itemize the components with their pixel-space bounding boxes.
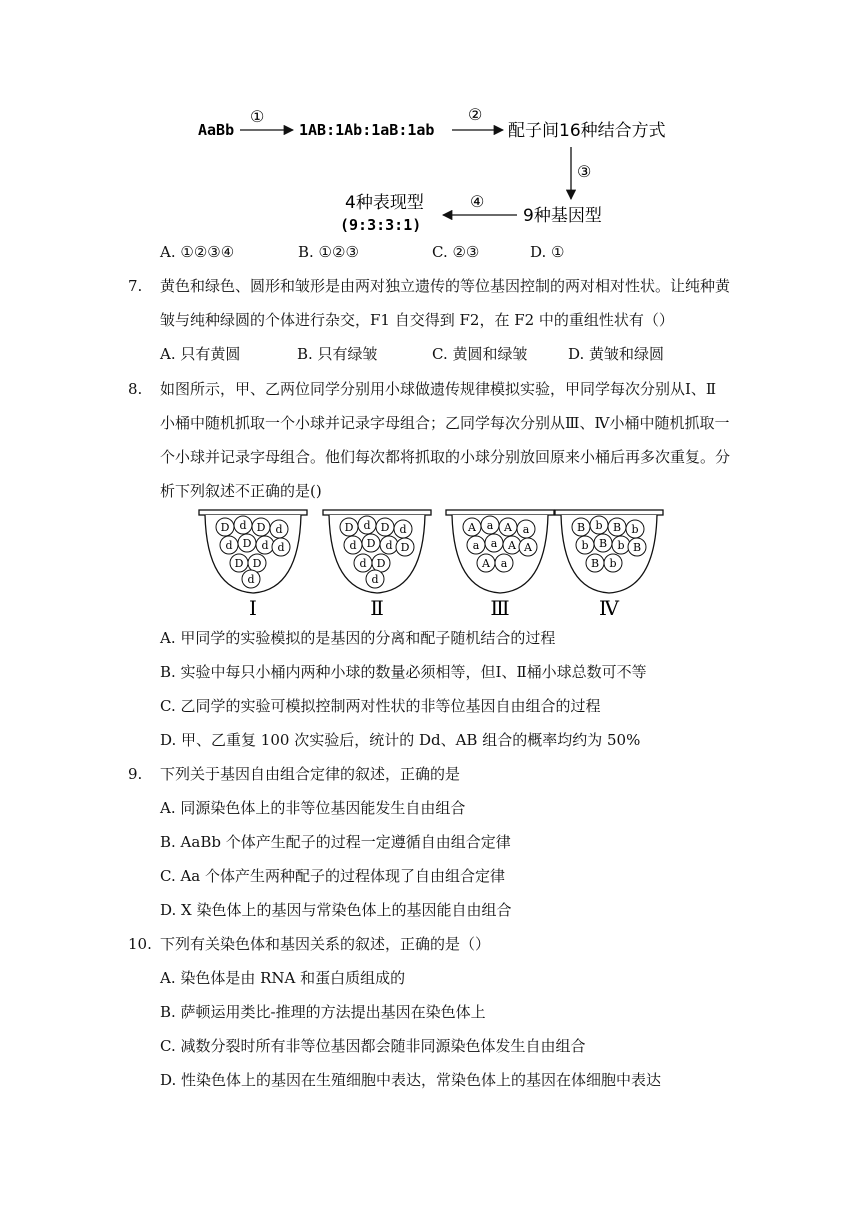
ball: [242, 570, 260, 588]
ball-letter: D: [234, 557, 244, 570]
bucket-label: Ⅱ: [370, 596, 384, 620]
ball-letter: a: [500, 557, 508, 570]
bucket-label: Ⅳ: [599, 596, 619, 620]
ball-letter: A: [504, 521, 512, 534]
q10-option-a[interactable]: A. 染色体是由 RNA 和蛋白质组成的: [160, 969, 406, 987]
ball-letter: d: [385, 539, 393, 552]
ball-letter: d: [399, 523, 407, 536]
ball-letter: B: [612, 521, 622, 534]
q7-stem-line-1: 黄色和绿色、圆形和皱形是由两对独立遗传的等位基因控制的两对相对性状。让纯种黄: [160, 277, 731, 295]
combination-label: 配子间16种结合方式: [508, 121, 666, 141]
bucket-figure: [0, 505, 860, 620]
q8-stem-line-3: 个小球并记录字母组合。他们每次都将抓取的小球分别放回原来小桶后再多次重复。分: [160, 448, 731, 466]
step-2-label: ②: [468, 105, 483, 124]
q7-option-c[interactable]: C. 黄圆和绿皱: [432, 345, 528, 363]
q7-number: 7.: [128, 277, 143, 295]
ball-letter: b: [617, 539, 625, 552]
ball-letter: D: [220, 521, 230, 534]
q10-option-b[interactable]: B. 萨顿运用类比-推理的方法提出基因在染色体上: [160, 1003, 486, 1021]
ball-letter: a: [522, 523, 530, 536]
ball: [612, 536, 630, 554]
ball-letter: A: [508, 539, 516, 552]
ball: [252, 518, 270, 536]
ball-letter: d: [225, 539, 233, 552]
ball: [572, 518, 590, 536]
ball: [481, 516, 499, 534]
ball: [626, 520, 644, 538]
q9-number: 9.: [128, 765, 143, 783]
ball-letter: B: [576, 521, 586, 534]
ball-letter: B: [598, 537, 608, 550]
q9-option-a[interactable]: A. 同源染色体上的非等位基因能发生自由组合: [160, 799, 466, 817]
ball-letter: A: [482, 557, 490, 570]
ball: [248, 554, 266, 572]
q10-option-c[interactable]: C. 减数分裂时所有非等位基因都会随非同源染色体发生自由组合: [160, 1037, 586, 1055]
ball-letter: D: [242, 537, 252, 550]
ball-letter: A: [524, 541, 532, 554]
ball-letter: b: [595, 519, 603, 532]
genotypes-label: 9种基因型: [523, 206, 602, 226]
q10-stem: 下列有关染色体和基因关系的叙述，正确的是（）: [160, 935, 491, 953]
bucket-2: [323, 510, 431, 620]
ball-letter: A: [468, 521, 476, 534]
ball: [270, 520, 288, 538]
q8-stem-line-2: 小桶中随机抓取一个小球并记录字母组合；乙同学每次分别从Ⅲ、Ⅳ小桶中随机抓取一: [160, 414, 730, 432]
ball-letter: d: [349, 539, 357, 552]
genotype-label: AaBb: [198, 121, 235, 139]
q6-option-a[interactable]: A. ①②③④: [160, 243, 235, 261]
ball-letter: d: [371, 573, 379, 586]
q9-option-c[interactable]: C. Aa 个体产生两种配子的过程体现了自由组合定律: [160, 867, 506, 885]
q8-option-a[interactable]: A. 甲同学的实验模拟的是基因的分离和配子随机结合的过程: [160, 629, 556, 647]
ball: [628, 538, 646, 556]
bucket-rim: [199, 510, 307, 515]
ball: [586, 554, 604, 572]
q7-option-d[interactable]: D. 黄皱和绿圆: [568, 345, 665, 363]
ball: [380, 536, 398, 554]
ball: [272, 538, 290, 556]
step-3-label: ③: [577, 162, 592, 181]
ball-letter: d: [275, 523, 283, 536]
bucket-3: [446, 510, 554, 620]
q7-option-a[interactable]: A. 只有黄圆: [160, 345, 241, 363]
phenotype-ratio-label: (9:3:3:1): [340, 216, 422, 234]
ball-letter: D: [400, 541, 410, 554]
ball: [604, 554, 622, 572]
ball: [216, 518, 234, 536]
bucket-label: Ⅰ: [249, 596, 257, 620]
ball: [234, 516, 252, 534]
ball-letter: B: [632, 541, 642, 554]
bucket-4: [555, 510, 663, 620]
ball-letter: B: [590, 557, 600, 570]
q7-option-b[interactable]: B. 只有绿皱: [297, 345, 378, 363]
ball: [354, 554, 372, 572]
ball-letter: D: [376, 557, 386, 570]
q10-option-d[interactable]: D. 性染色体上的基因在生殖细胞中表达，常染色体上的基因在体细胞中表达: [160, 1071, 662, 1089]
q10-number: 10.: [128, 935, 152, 953]
phenotypes-label: 4种表现型: [345, 193, 424, 213]
q8-option-d[interactable]: D. 甲、乙重复 100 次实验后，统计的 Dd、AB 组合的概率均约为 50%: [160, 731, 641, 749]
ball: [394, 520, 412, 538]
ball: [485, 534, 503, 552]
ball: [517, 520, 535, 538]
ball: [362, 534, 380, 552]
ball: [477, 554, 495, 572]
ball: [372, 554, 390, 572]
ball: [503, 536, 521, 554]
ball: [590, 516, 608, 534]
bucket-label: Ⅲ: [490, 596, 510, 620]
q8-option-b[interactable]: B. 实验中每只小桶内两种小球的数量必须相等，但Ⅰ、Ⅱ桶小球总数可不等: [160, 663, 647, 681]
ball-letter: D: [344, 521, 354, 534]
ball: [576, 536, 594, 554]
ball: [366, 570, 384, 588]
ball-letter: a: [490, 537, 498, 550]
ball: [344, 536, 362, 554]
ball-letter: b: [631, 523, 639, 536]
step-4-label: ④: [470, 192, 485, 211]
q6-option-d[interactable]: D. ①: [530, 243, 565, 261]
ball-letter: a: [486, 519, 494, 532]
ball-letter: d: [277, 541, 285, 554]
q9-option-b[interactable]: B. AaBb 个体产生配子的过程一定遵循自由组合定律: [160, 833, 511, 851]
ball: [256, 536, 274, 554]
ball: [376, 518, 394, 536]
ball: [467, 536, 485, 554]
ball: [463, 518, 481, 536]
ball: [396, 538, 414, 556]
ball: [594, 534, 612, 552]
ball-letter: D: [366, 537, 376, 550]
q8-option-c[interactable]: C. 乙同学的实验可模拟控制两对性状的非等位基因自由组合的过程: [160, 697, 601, 715]
gamete-ratio-label: 1AB:1Ab:1aB:1ab: [299, 121, 435, 139]
ball-letter: a: [472, 539, 480, 552]
ball: [238, 534, 256, 552]
ball: [340, 518, 358, 536]
step-1-label: ①: [250, 107, 265, 126]
ball-letter: b: [581, 539, 589, 552]
ball-letter: D: [252, 557, 262, 570]
ball-letter: d: [359, 557, 367, 570]
q7-stem-line-2: 皱与纯种绿圆的个体进行杂交，F1 自交得到 F2，在 F2 中的重组性状有（）: [160, 311, 674, 329]
bucket-rim: [555, 510, 663, 515]
ball-letter: D: [256, 521, 266, 534]
ball: [608, 518, 626, 536]
ball-letter: d: [261, 539, 269, 552]
ball: [499, 518, 517, 536]
ball-letter: d: [363, 519, 371, 532]
bucket-rim: [323, 510, 431, 515]
q6-option-b[interactable]: B. ①②③: [298, 243, 359, 261]
q8-stem-line-1: 如图所示，甲、乙两位同学分别用小球做遗传规律模拟实验，甲同学每次分别从Ⅰ、Ⅱ: [160, 380, 717, 398]
ball-letter: b: [609, 557, 617, 570]
q8-number: 8.: [128, 380, 143, 398]
bucket-1: [199, 510, 307, 620]
ball: [230, 554, 248, 572]
q9-stem: 下列关于基因自由组合定律的叙述，正确的是: [160, 765, 461, 783]
ball-letter: d: [247, 573, 255, 586]
ball-letter: D: [380, 521, 390, 534]
q8-stem-line-4: 析下列叙述不正确的是(): [160, 482, 322, 500]
q6-option-c[interactable]: C. ②③: [432, 243, 480, 261]
ball-letter: d: [239, 519, 247, 532]
bucket-rim: [446, 510, 554, 515]
ball: [495, 554, 513, 572]
ball: [519, 538, 537, 556]
ball: [358, 516, 376, 534]
ball: [220, 536, 238, 554]
genetics-flow-diagram: [0, 95, 860, 240]
q9-option-d[interactable]: D. X 染色体上的基因与常染色体上的基因能自由组合: [160, 901, 512, 919]
